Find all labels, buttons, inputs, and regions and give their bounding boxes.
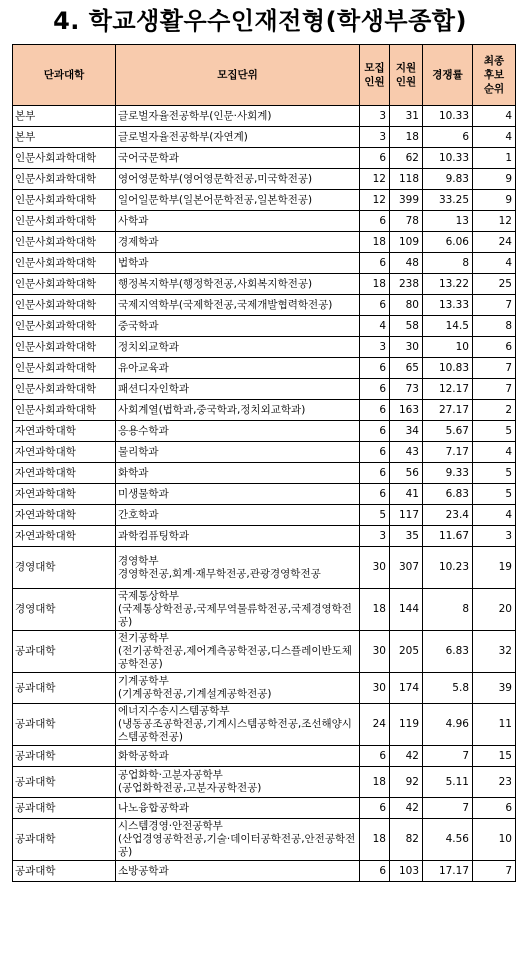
table-row — [13, 253, 516, 274]
unit-cell — [116, 295, 360, 316]
college-cell: 자연과학대학 — [13, 526, 116, 547]
unit-name: 정치외교학과 — [118, 340, 179, 353]
quota-cell: 6 — [360, 379, 390, 400]
quota-cell: 3 — [360, 127, 390, 148]
unit-name: 패션디자인학과 — [118, 382, 190, 395]
rank-cell: 6 — [473, 798, 516, 819]
unit-cell — [116, 148, 360, 169]
quota-cell: 6 — [360, 484, 390, 505]
quota-cell: 3 — [360, 106, 390, 127]
unit-cell — [116, 505, 360, 526]
header-unit: 모집단위 — [116, 45, 360, 106]
quota-cell: 18 — [360, 819, 390, 861]
table-row — [13, 316, 516, 337]
table-row — [13, 631, 516, 673]
table-row — [13, 421, 516, 442]
quota-cell: 30 — [360, 631, 390, 673]
rank-cell: 25 — [473, 274, 516, 295]
table-row — [13, 400, 516, 421]
admissions-table — [12, 44, 516, 882]
rank-cell: 12 — [473, 211, 516, 232]
unit-name: 나노융합공학과 — [118, 801, 190, 814]
college-cell: 인문사회과학대학 — [13, 295, 116, 316]
table-row — [13, 547, 516, 589]
applicants-cell: 42 — [390, 746, 423, 767]
table-row — [13, 463, 516, 484]
unit-name: 화학과 — [118, 466, 149, 479]
table-row — [13, 169, 516, 190]
rank-cell: 4 — [473, 505, 516, 526]
college-cell: 인문사회과학대학 — [13, 358, 116, 379]
rank-cell: 7 — [473, 861, 516, 882]
ratio-cell: 5.8 — [423, 673, 473, 704]
college-cell: 인문사회과학대학 — [13, 274, 116, 295]
table-row — [13, 211, 516, 232]
table-row — [13, 274, 516, 295]
rank-cell: 4 — [473, 253, 516, 274]
ratio-cell: 6.06 — [423, 232, 473, 253]
ratio-cell: 6.83 — [423, 631, 473, 673]
quota-cell: 18 — [360, 274, 390, 295]
ratio-cell: 9.83 — [423, 169, 473, 190]
quota-cell: 3 — [360, 526, 390, 547]
ratio-cell: 10.33 — [423, 148, 473, 169]
ratio-cell: 7 — [423, 746, 473, 767]
table-row — [13, 337, 516, 358]
ratio-cell: 13.22 — [423, 274, 473, 295]
unit-name: 영어영문학부(영어영문학전공,미국학전공) — [118, 172, 313, 185]
unit-cell — [116, 589, 360, 631]
college-cell: 인문사회과학대학 — [13, 400, 116, 421]
applicants-cell: 92 — [390, 767, 423, 798]
applicants-cell: 144 — [390, 589, 423, 631]
college-cell: 인문사회과학대학 — [13, 211, 116, 232]
ratio-cell: 14.5 — [423, 316, 473, 337]
ratio-cell: 23.4 — [423, 505, 473, 526]
table-row — [13, 526, 516, 547]
table-row — [13, 106, 516, 127]
unit-detail: (공업화학전공,고분자공학전공) — [118, 782, 262, 794]
applicants-cell: 174 — [390, 673, 423, 704]
college-cell: 공과대학 — [13, 819, 116, 861]
college-cell: 인문사회과학대학 — [13, 379, 116, 400]
college-cell: 공과대학 — [13, 767, 116, 798]
applicants-cell: 41 — [390, 484, 423, 505]
rank-cell: 11 — [473, 704, 516, 746]
quota-cell: 6 — [360, 148, 390, 169]
table-row — [13, 861, 516, 882]
quota-cell: 18 — [360, 232, 390, 253]
applicants-cell: 58 — [390, 316, 423, 337]
applicants-cell: 78 — [390, 211, 423, 232]
unit-name: 시스템경영·안전공학부 — [118, 820, 223, 832]
college-cell: 공과대학 — [13, 673, 116, 704]
rank-cell: 4 — [473, 127, 516, 148]
ratio-cell: 27.17 — [423, 400, 473, 421]
unit-name: 과학컴퓨팅학과 — [118, 529, 190, 542]
applicants-cell: 56 — [390, 463, 423, 484]
rank-cell: 32 — [473, 631, 516, 673]
quota-cell: 6 — [360, 746, 390, 767]
rank-cell: 8 — [473, 316, 516, 337]
applicants-cell: 35 — [390, 526, 423, 547]
rank-cell: 9 — [473, 190, 516, 211]
header-ratio: 경쟁률 — [423, 45, 473, 106]
unit-detail: (국제통상학전공,국제무역물류학전공,국제경영학전공) — [118, 603, 352, 628]
applicants-cell: 399 — [390, 190, 423, 211]
quota-cell: 6 — [360, 295, 390, 316]
quota-cell: 3 — [360, 337, 390, 358]
rank-cell: 1 — [473, 148, 516, 169]
applicants-cell: 205 — [390, 631, 423, 673]
quota-cell: 12 — [360, 190, 390, 211]
unit-cell — [116, 442, 360, 463]
unit-cell — [116, 253, 360, 274]
unit-cell — [116, 316, 360, 337]
college-cell: 인문사회과학대학 — [13, 148, 116, 169]
applicants-cell: 30 — [390, 337, 423, 358]
college-cell: 인문사회과학대학 — [13, 190, 116, 211]
unit-name: 국제지역학부(국제학전공,국제개발협력학전공) — [118, 298, 333, 311]
quota-cell: 30 — [360, 673, 390, 704]
header-applicants: 지원 인원 — [390, 45, 423, 106]
unit-cell — [116, 767, 360, 798]
college-cell: 인문사회과학대학 — [13, 316, 116, 337]
rank-cell: 5 — [473, 463, 516, 484]
unit-cell — [116, 861, 360, 882]
applicants-cell: 62 — [390, 148, 423, 169]
ratio-cell: 13 — [423, 211, 473, 232]
quota-cell: 4 — [360, 316, 390, 337]
college-cell: 인문사회과학대학 — [13, 253, 116, 274]
unit-cell — [116, 484, 360, 505]
ratio-cell: 6.83 — [423, 484, 473, 505]
ratio-cell: 11.67 — [423, 526, 473, 547]
rank-cell: 3 — [473, 526, 516, 547]
applicants-cell: 42 — [390, 798, 423, 819]
unit-name: 간호학과 — [118, 508, 159, 521]
unit-detail: (냉동공조공학전공,기계시스템공학전공,조선해양시스템공학전공) — [118, 718, 352, 743]
unit-detail: 경영학전공,회계·재무학전공,관광경영학전공 — [118, 567, 321, 580]
unit-cell — [116, 211, 360, 232]
college-cell: 자연과학대학 — [13, 484, 116, 505]
unit-detail: (산업경영공학전공,기술·데이터공학전공,안전공학전공) — [118, 833, 356, 858]
unit-name: 공업화학·고분자공학부 — [118, 769, 223, 781]
unit-name: 화학공학과 — [118, 749, 169, 762]
header-college: 단과대학 — [13, 45, 116, 106]
college-cell: 본부 — [13, 127, 116, 148]
ratio-cell: 13.33 — [423, 295, 473, 316]
applicants-cell: 73 — [390, 379, 423, 400]
ratio-cell: 10 — [423, 337, 473, 358]
unit-cell — [116, 379, 360, 400]
college-cell: 자연과학대학 — [13, 463, 116, 484]
applicants-cell: 43 — [390, 442, 423, 463]
applicants-cell: 31 — [390, 106, 423, 127]
quota-cell: 12 — [360, 169, 390, 190]
unit-cell — [116, 547, 360, 589]
ratio-cell: 4.96 — [423, 704, 473, 746]
rank-cell: 5 — [473, 421, 516, 442]
table-row — [13, 673, 516, 704]
unit-detail: (전기공학전공,제어계측공학전공,디스플레이반도체공학전공) — [118, 645, 352, 670]
quota-cell: 6 — [360, 798, 390, 819]
quota-cell: 24 — [360, 704, 390, 746]
college-cell: 자연과학대학 — [13, 421, 116, 442]
rank-cell: 10 — [473, 819, 516, 861]
rank-cell: 19 — [473, 547, 516, 589]
unit-name: 사학과 — [118, 214, 149, 227]
table-body — [13, 106, 516, 882]
unit-name: 국어국문학과 — [118, 151, 179, 164]
ratio-cell: 7 — [423, 798, 473, 819]
unit-cell — [116, 400, 360, 421]
ratio-cell: 10.83 — [423, 358, 473, 379]
table-row — [13, 589, 516, 631]
unit-cell — [116, 819, 360, 861]
page-title: 4. 학교생활우수인재전형(학생부종합) — [53, 7, 467, 35]
table-row — [13, 442, 516, 463]
ratio-cell: 33.25 — [423, 190, 473, 211]
ratio-cell: 5.67 — [423, 421, 473, 442]
ratio-cell: 8 — [423, 253, 473, 274]
rank-cell: 4 — [473, 106, 516, 127]
college-cell: 경영대학 — [13, 589, 116, 631]
unit-name: 기계공학부 — [118, 675, 169, 687]
rank-cell: 39 — [473, 673, 516, 704]
unit-name: 글로벌자율전공학부(인문·사회계) — [118, 109, 272, 122]
college-cell: 경영대학 — [13, 547, 116, 589]
unit-cell — [116, 704, 360, 746]
unit-name: 사회계열(법학과,중국학과,정치외교학과) — [118, 403, 306, 416]
table-row — [13, 127, 516, 148]
unit-name: 전기공학부 — [118, 632, 169, 644]
ratio-cell: 9.33 — [423, 463, 473, 484]
unit-name: 경제학과 — [118, 235, 159, 248]
ratio-cell: 6 — [423, 127, 473, 148]
unit-name: 소방공학과 — [118, 864, 169, 877]
college-cell: 공과대학 — [13, 861, 116, 882]
unit-name: 국제통상학부 — [118, 590, 179, 602]
unit-name: 물리학과 — [118, 445, 159, 458]
unit-name: 행정복지학부(행정학전공,사회복지학전공) — [118, 277, 313, 290]
rank-cell: 20 — [473, 589, 516, 631]
quota-cell: 6 — [360, 421, 390, 442]
unit-name: 미생물학과 — [118, 487, 169, 500]
unit-cell — [116, 358, 360, 379]
unit-name: 법학과 — [118, 256, 149, 269]
college-cell: 인문사회과학대학 — [13, 232, 116, 253]
unit-detail: (기계공학전공,기계설계공학전공) — [118, 688, 272, 700]
applicants-cell: 34 — [390, 421, 423, 442]
applicants-cell: 118 — [390, 169, 423, 190]
college-cell: 공과대학 — [13, 746, 116, 767]
quota-cell: 30 — [360, 547, 390, 589]
unit-cell — [116, 337, 360, 358]
ratio-cell: 4.56 — [423, 819, 473, 861]
table-row — [13, 767, 516, 798]
quota-cell: 6 — [360, 400, 390, 421]
applicants-cell: 109 — [390, 232, 423, 253]
rank-cell: 7 — [473, 358, 516, 379]
ratio-cell: 10.23 — [423, 547, 473, 589]
college-cell: 공과대학 — [13, 798, 116, 819]
applicants-cell: 18 — [390, 127, 423, 148]
unit-name: 유아교육과 — [118, 361, 169, 374]
unit-cell — [116, 421, 360, 442]
applicants-cell: 103 — [390, 861, 423, 882]
applicants-cell: 307 — [390, 547, 423, 589]
unit-cell — [116, 169, 360, 190]
college-cell: 공과대학 — [13, 704, 116, 746]
table-row — [13, 232, 516, 253]
table-row — [13, 358, 516, 379]
quota-cell: 6 — [360, 463, 390, 484]
quota-cell: 6 — [360, 253, 390, 274]
quota-cell: 6 — [360, 442, 390, 463]
college-cell: 본부 — [13, 106, 116, 127]
applicants-cell: 163 — [390, 400, 423, 421]
quota-cell: 18 — [360, 589, 390, 631]
unit-name: 일어일문학부(일본어문학전공,일본학전공) — [118, 193, 313, 206]
college-cell: 인문사회과학대학 — [13, 337, 116, 358]
ratio-cell: 8 — [423, 589, 473, 631]
table-row — [13, 379, 516, 400]
unit-cell — [116, 631, 360, 673]
ratio-cell: 12.17 — [423, 379, 473, 400]
ratio-cell: 17.17 — [423, 861, 473, 882]
rank-cell: 23 — [473, 767, 516, 798]
table-row — [13, 746, 516, 767]
applicants-cell: 80 — [390, 295, 423, 316]
unit-name: 글로벌자율전공학부(자연계) — [118, 130, 248, 143]
unit-cell — [116, 798, 360, 819]
quota-cell: 6 — [360, 358, 390, 379]
rank-cell: 6 — [473, 337, 516, 358]
unit-cell — [116, 673, 360, 704]
applicants-cell: 82 — [390, 819, 423, 861]
applicants-cell: 117 — [390, 505, 423, 526]
unit-cell — [116, 746, 360, 767]
rank-cell: 24 — [473, 232, 516, 253]
rank-cell: 7 — [473, 295, 516, 316]
unit-name: 에너지수송시스템공학부 — [118, 705, 230, 717]
table-row — [13, 295, 516, 316]
rank-cell: 7 — [473, 379, 516, 400]
rank-cell: 4 — [473, 442, 516, 463]
header-row — [13, 45, 516, 106]
unit-name: 경영학부 — [118, 554, 159, 567]
college-cell: 자연과학대학 — [13, 442, 116, 463]
applicants-cell: 119 — [390, 704, 423, 746]
quota-cell: 6 — [360, 211, 390, 232]
table-row — [13, 819, 516, 861]
table-row — [13, 484, 516, 505]
quota-cell: 5 — [360, 505, 390, 526]
rank-cell: 15 — [473, 746, 516, 767]
unit-cell — [116, 106, 360, 127]
ratio-cell: 5.11 — [423, 767, 473, 798]
rank-cell: 2 — [473, 400, 516, 421]
header-quota: 모집 인원 — [360, 45, 390, 106]
unit-cell — [116, 127, 360, 148]
unit-name: 중국학과 — [118, 319, 159, 332]
unit-cell — [116, 526, 360, 547]
college-cell: 공과대학 — [13, 631, 116, 673]
college-cell: 인문사회과학대학 — [13, 169, 116, 190]
rank-cell: 9 — [473, 169, 516, 190]
table-row — [13, 798, 516, 819]
applicants-cell: 65 — [390, 358, 423, 379]
rank-cell: 5 — [473, 484, 516, 505]
table-row — [13, 505, 516, 526]
quota-cell: 6 — [360, 861, 390, 882]
unit-name: 응용수학과 — [118, 424, 169, 437]
table-row — [13, 190, 516, 211]
unit-cell — [116, 463, 360, 484]
unit-cell — [116, 232, 360, 253]
applicants-cell: 238 — [390, 274, 423, 295]
ratio-cell: 10.33 — [423, 106, 473, 127]
applicants-cell: 48 — [390, 253, 423, 274]
table-row — [13, 148, 516, 169]
ratio-cell: 7.17 — [423, 442, 473, 463]
unit-cell — [116, 190, 360, 211]
header-rank: 최종 후보 순위 — [473, 45, 516, 106]
table-row — [13, 704, 516, 746]
college-cell: 자연과학대학 — [13, 505, 116, 526]
quota-cell: 18 — [360, 767, 390, 798]
unit-cell — [116, 274, 360, 295]
